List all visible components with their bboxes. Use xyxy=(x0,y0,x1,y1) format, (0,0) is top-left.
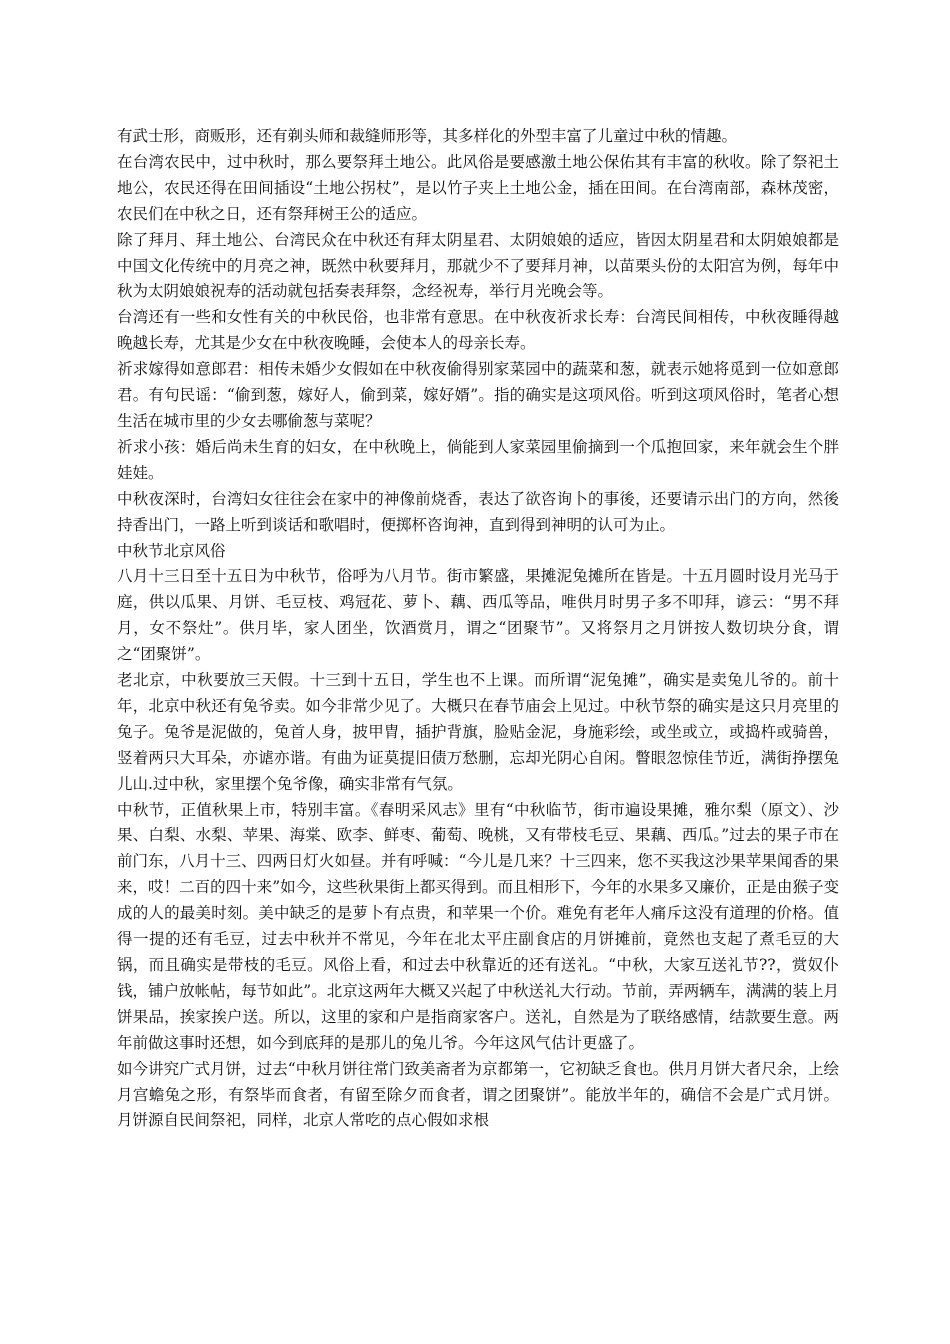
paragraph: 中秋节，正值秋果上市，特别丰富。《春明采风志》里有“中秋临节，街市遍设果摊，雅尔梨（原文）、沙果、白梨、水梨、苹果、海棠、欧李、鲜枣、葡萄、晚桃，又有带枝毛豆、果藕、西瓜。”过去的果子市在前门东，八月十三、四两日灯火如昼。并有呼喊：“今儿是几来？十三四来，您不买我这沙果苹果闻香的果来，哎！二百的四十来”如今，这些秋果街上都买得到。而且相形下，今年的水果多又廉价，正是由猴子变成的人的最美时刻。美中缺乏的是萝卜有点贵，和苹果一个价。难免有老年人痛斥这没有道理的价格。值得一提的还有毛豆，过去中秋并不常见，今年在北太平庄副食店的月饼摊前，竟然也支起了煮毛豆的大锅，而且确实是带枝的毛豆。风俗上看，和过去中秋靠近的还有送礼。“中秋，大家互送礼节??，赏奴仆钱，铺户放帐帖，每节如此”。北京这两年大概又兴起了中秋送礼大行动。节前，弄两辆车，满满的装上月饼果品，挨家挨户送。所以，这里的家和户是指商家客户。送礼，自然是为了联络感情，结款要生意。两年前做这事时还想，如今到底拜的是那儿的兔儿爷。今年这风气估计更盛了。 xyxy=(117,800,839,1052)
paragraph: 如今讲究广式月饼，过去“中秋月饼往常门致美斋者为京都第一，它初缺乏食也。供月月饼大者尺余，上绘月宫蟾兔之形，有祭毕而食者，有留至除夕而食者，谓之团聚饼”。能放半年的，确信不会是广式月饼。 月饼源自民间祭祀，同样，北京人常吃的点心假如求根 xyxy=(117,1059,839,1130)
paragraph: 祈求小孩：婚后尚未生育的妇女，在中秋晚上，倘能到人家菜园里偷摘到一个瓜抱回家，来年就会生个胖娃娃。 xyxy=(117,437,839,482)
section-heading: 中秋节北京风俗 xyxy=(117,541,226,560)
paragraph: 中秋夜深时，台湾妇女往往会在家中的神像前烧香，表达了欲咨询卜的事後，还要请示出门的方向，然後持香出门，一路上听到谈话和歌唱时，便掷杯咨询神，直到得到神明的认可为止。 xyxy=(117,489,839,534)
paragraph: 有武士形，商贩形，还有剃头师和裁缝师形等，其多样化的外型丰富了儿童过中秋的情趣。 xyxy=(117,127,738,145)
document-body xyxy=(117,124,839,1134)
paragraph: 老北京，中秋要放三天假。十三到十五日，学生也不上课。而所谓“泥兔摊”，确实是卖兔儿爷的。前十年，北京中秋还有兔爷卖。如今非常少见了。大概只在春节庙会上见过。中秋节祭的确实是这只月亮里的兔子。兔爷是泥做的，兔首人身，披甲胄，插护背旗，脸贴金泥，身施彩绘，或坐或立，或捣杵或骑兽，竖着两只大耳朵，亦谑亦谐。有曲为证莫提旧债万愁删，忘却光阴心自闲。瞥眼忽惊佳节近，满街挣摆兔儿山.过中秋，家里摆个兔爷像，确实非常有气氛。 xyxy=(117,671,839,793)
paragraph: 祈求嫁得如意郎君：相传未婚少女假如在中秋夜偷得别家菜园中的蔬菜和葱，就表示她将觅到一位如意郎君。有句民谣：“偷到葱，嫁好人，偷到菜，嫁好婿”。指的确实是这项风俗。听到这项风俗时，笔者心想生活在城市里的少女去哪偷葱与菜呢？ xyxy=(117,360,839,430)
paragraph: 在台湾农民中，过中秋时，那么要祭拜土地公。此风俗是要感激土地公保佑其有丰富的秋收。除了祭祀土地公，农民还得在田间插设“土地公拐杖”，是以竹子夹上土地公金，插在田间。在台湾南部，森林茂密，农民们在中秋之日，还有祭拜树王公的适应。 xyxy=(117,152,839,223)
paragraph: 八月十三日至十五日为中秋节，俗呼为八月节。街市繁盛，果摊泥兔摊所在皆是。十五月圆时设月光马于庭，供以瓜果、月饼、毛豆枝、鸡冠花、萝卜、藕、西瓜等品，唯供月时男子多不叩拜，谚云：“男不拜月，女不祭灶”。供月毕，家人团坐，饮酒赏月，谓之“团聚节”。又将祭月之月饼按人数切块分食，谓之“团聚饼”。 xyxy=(117,567,839,664)
paragraph: 台湾还有一些和女性有关的中秋民俗，也非常有意思。在中秋夜祈求长寿：台湾民间相传，中秋夜睡得越晚越长寿，尤其是少女在中秋夜晚睡，会使本人的母亲长寿。 xyxy=(117,308,839,353)
paragraph: 除了拜月、拜土地公、台湾民众在中秋还有拜太阴星君、太阴娘娘的适应，皆因太阴星君和太阴娘娘都是中国文化传统中的月亮之神，既然中秋要拜月，那就少不了要拜月神，以苗栗头份的太阳宫为例，每年中秋为太阴娘娘祝寿的活动就包括奏表拜祭，念经祝寿，举行月光晚会等。 xyxy=(117,230,839,301)
